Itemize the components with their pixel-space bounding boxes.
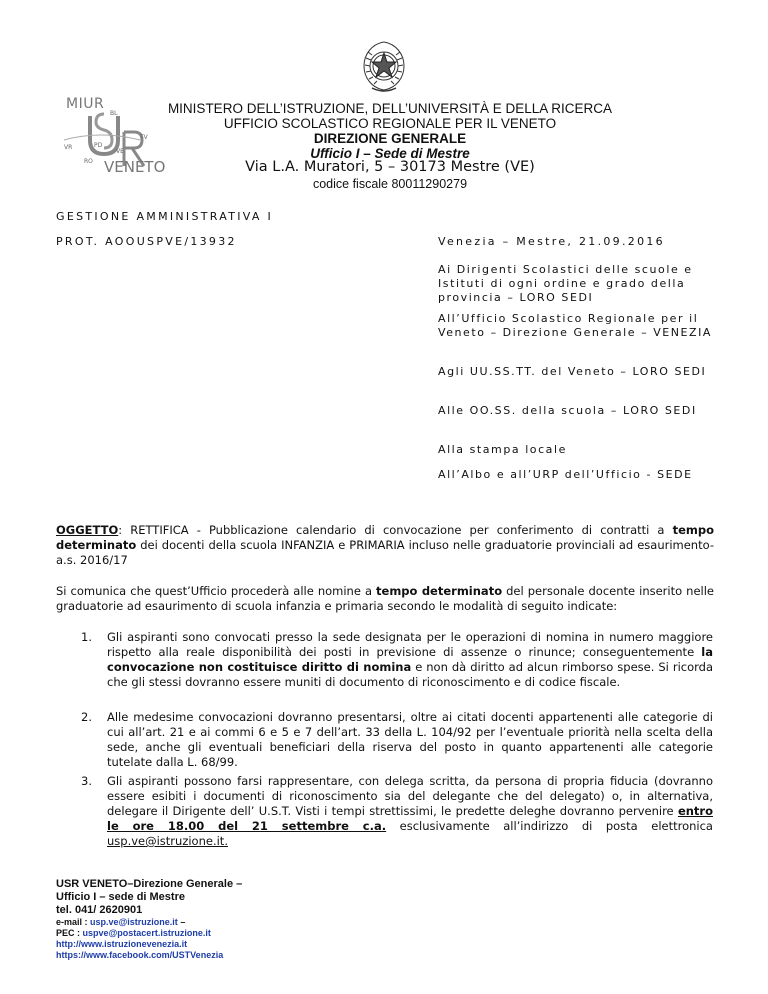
logo-province-pd: PD (94, 142, 103, 149)
logo-province-bl: BL (110, 110, 118, 117)
item-text (107, 774, 713, 849)
footer (56, 878, 242, 961)
footer-email-line (56, 917, 242, 928)
emblem-icon (358, 38, 410, 96)
header-direction: DIREZIONE GENERALE (313, 131, 467, 146)
footer-email-suffix: – (177, 917, 186, 927)
logo-province-ro: RO (84, 158, 93, 165)
footer-email-label: e-mail : (56, 917, 91, 927)
logo-province-tv: TV (140, 134, 148, 141)
logo-province-vr: VR (64, 144, 73, 151)
header-office: UFFICIO SCOLASTICO REGIONALE PER IL VENETO (223, 116, 557, 131)
item-text-start: Gli aspiranti possono farsi rappresentare, con delega scritta, da persona di propria fiducia (dovranno essere esibiti i documenti di riconoscimento sia del delegante che del delegato) o, in alternativa, delegare il Dirigente dell’ U.S.T. Visti i tempi strettissimi, le predette deleghe dovranno pervenire (107, 774, 713, 818)
footer-pec-label: PEC : (56, 928, 83, 938)
footer-phone: tel. 041/ 2620901 (56, 904, 143, 916)
logo-veneto-text: VENETO (104, 158, 166, 176)
item-number: 2. (81, 710, 92, 724)
item-deadline: entro le ore 18.00 del 21 settembre c.a. (107, 804, 713, 833)
recipient: All’Ufficio Scolastico Regionale per il Veneto – Direzione Generale – VENEZIA (438, 312, 713, 339)
header-fiscal-code: codice fiscale 80011290279 (312, 177, 468, 191)
intro-text-end: del personale docente inserito nelle graduatorie ad esaurimento di scuola infanzia e primaria secondo le modalità di seguito indicate: (56, 584, 714, 613)
item-bold: la convocazione non costituisce diritto di nomina (107, 645, 713, 674)
footer-email-link[interactable]: usp.ve@istruzione.it (90, 917, 178, 927)
recipient: Agli UU.SS.TT. del Veneto – LORO SEDI (438, 365, 707, 378)
item-text-end: e non dà diritto ad alcun rimborso spese. Si ricorda che gli stessi dovranno essere muniti di documento di riconoscimento e di codice fiscale. (107, 660, 713, 689)
item-number: 1. (81, 630, 92, 644)
logo-miur-text: MIUR (66, 96, 105, 112)
recipient: Alla stampa locale (438, 443, 567, 456)
item-text (107, 630, 713, 690)
subject-bold: tempo determinato (56, 523, 714, 552)
logo-province-ve: VE (116, 148, 124, 155)
place-date: Venezia – Mestre, 21.09.2016 (438, 235, 665, 248)
intro-paragraph (56, 584, 714, 614)
item-text-start: Gli aspiranti sono convocati presso la sede designata per le operazioni di nomina in numero maggiore rispetto alla reale disponibilità dei posti in previsione di assenze o rinunce; conseguentemente (107, 630, 713, 659)
header-unit: Ufficio I – Sede di Mestre (310, 146, 470, 161)
item-number: 3. (81, 774, 92, 788)
intro-text: Si comunica che quest’Ufficio procederà alle nomine a (56, 584, 377, 598)
footer-line2: Ufficio I – sede di Mestre (56, 891, 185, 903)
department-label: GESTIONE AMMINISTRATIVA I (56, 210, 274, 223)
header-address: Via L.A. Muratori, 5 – 30173 Mestre (VE) (245, 159, 535, 175)
intro-bold: tempo determinato (376, 584, 503, 598)
footer-pec-line (56, 928, 242, 939)
subject-text-end: dei docenti della scuola INFANZIA e PRIMARIA incluso nelle graduatorie provinciali ad esaurimento- a.s. 2016/17 (56, 538, 714, 567)
footer-pec-link[interactable]: uspve@postacert.istruzione.it (82, 928, 211, 938)
subject-label: OGGETTO (56, 523, 119, 537)
item-text-end: esclusivamente all’indirizzo di posta elettronica (386, 819, 713, 833)
item-text (107, 710, 713, 770)
recipient: Ai Dirigenti Scolastici delle scuole e Istituti di ogni ordine e grado della provincia – LORO SEDI (438, 263, 693, 304)
recipient: Alle OO.SS. della scuola – LORO SEDI (438, 404, 697, 417)
footer-site-link[interactable]: http://www.istruzionevenezia.it (56, 939, 188, 949)
subject-text: : RETTIFICA - Pubblicazione calendario di convocazione per conferimento di contratti a (118, 523, 673, 537)
header-ministry: MINISTERO DELL’ISTRUZIONE, DELL’UNIVERSITÀ E DELLA RICERCA (167, 101, 613, 116)
email-link[interactable]: usp.ve@istruzione.it. (107, 834, 228, 848)
item-text-start: Alle medesime convocazioni dovranno presentarsi, oltre ai citati docenti appartenenti alle categorie di cui all’art. 21 e ai commi 6 e 5 e 7 dell’art. 33 della L. 104/92 per l’eventuale priorità nella scelta della sede, anche gli eventuali beneficiari della riserva del posto in quanto appartenenti alle categorie tutelate dalla L. 68/99. (107, 710, 713, 769)
recipient: All’Albo e all’URP dell’Ufficio - SEDE (438, 468, 693, 481)
subject-paragraph (56, 523, 714, 568)
protocol-number: PROT. AOOUSPVE/13932 (56, 235, 237, 248)
footer-facebook-link[interactable]: https://www.facebook.com/USTVenezia (56, 950, 224, 960)
footer-line1: USR VENETO–Direzione Generale – (56, 878, 243, 890)
